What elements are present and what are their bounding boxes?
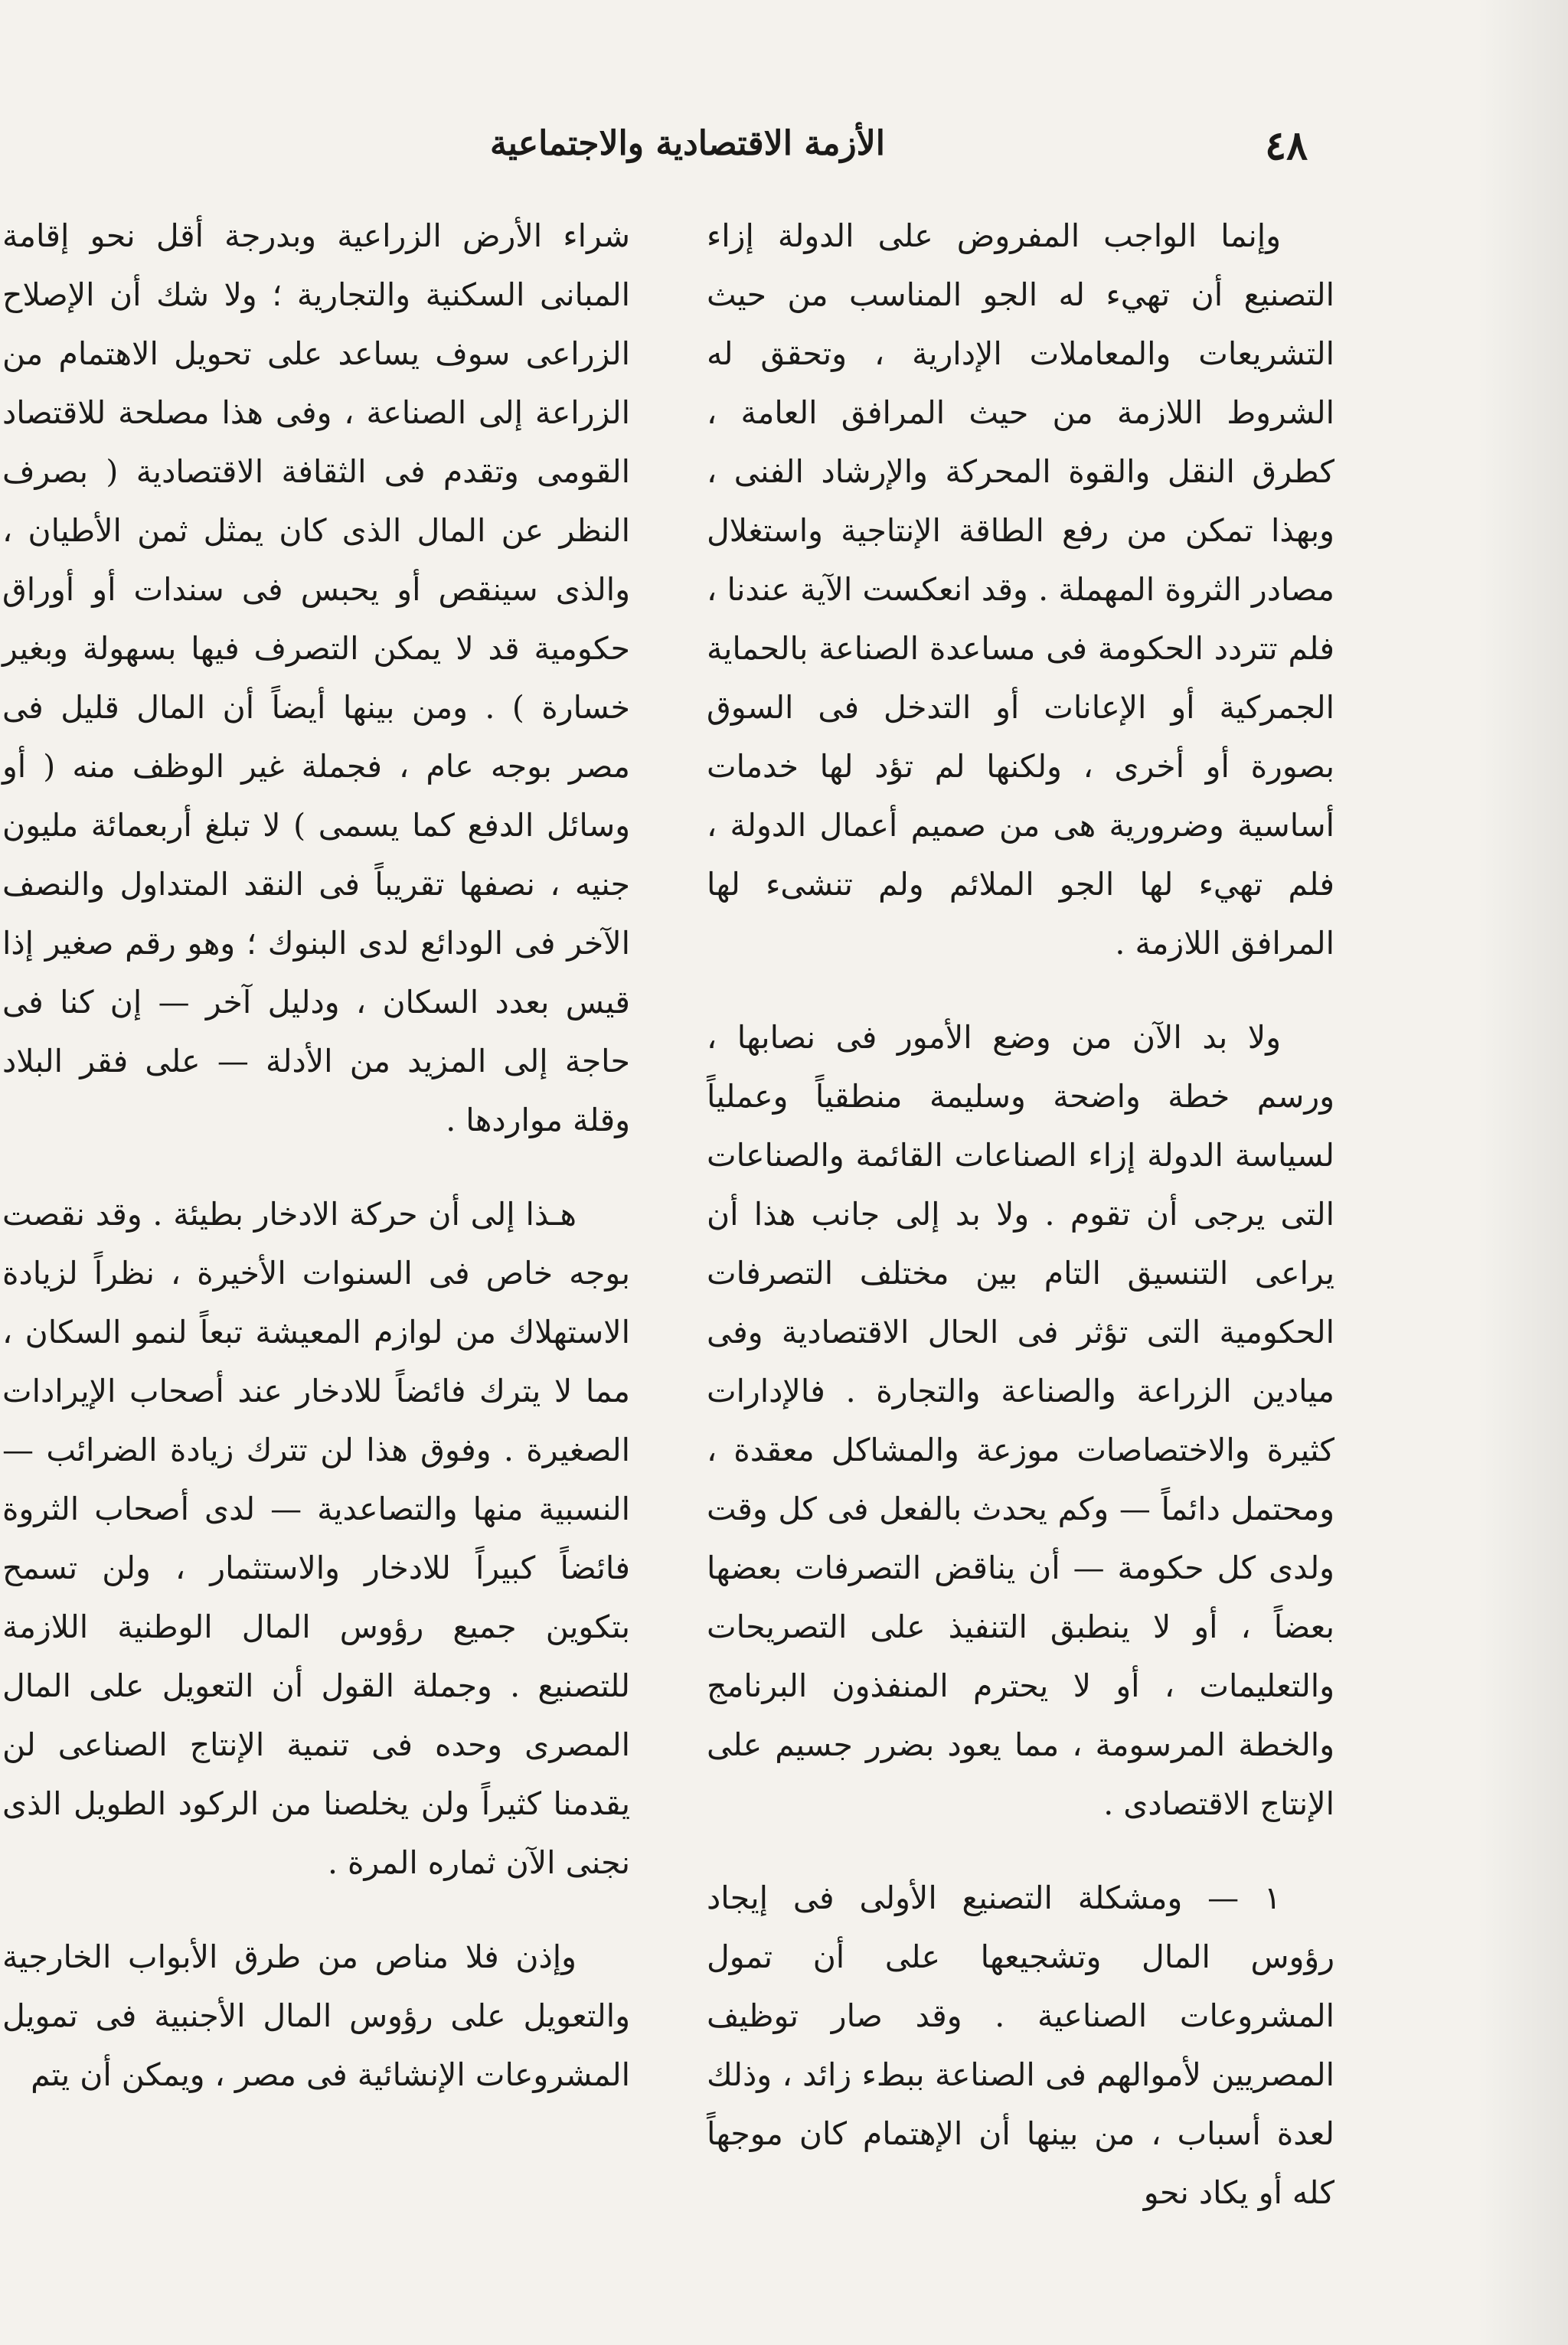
right-column [707,207,1334,2258]
left-column [2,207,630,2140]
page-number: ٤٨ [1265,122,1308,169]
page-edge-shadow [1476,0,1568,2345]
paragraph: هـذا إلى أن حركة الادخار بطيئة . وقد نقصت بوجه خاص فى السنوات الأخيرة ، نظراً لزيادة الاستهلاك من لوازم المعيشة تبعاً لنمو السكان ، مما لا يترك فائضاً للادخار عند أصحاب الإيرادات الصغيرة . وفوق هذا لن تترك زيادة الضرائب — النسبية منها والتصاعدية — لدى أصحاب الثروة فائضاً كبيراً للادخار والاستثمار ، ولن تسمح بتكوين جميع رؤوس المال الوطنية اللازمة للتصنيع . وجملة القول أن التعويل على المال المصرى وحده فى تنمية الإنتاج الصناعى لن يقدمنا كثيراً ولن يخلصنا من الركود الطويل الذى نجنى الآن ثماره المرة . [2,1196,630,1881]
paragraph: ولا بد الآن من وضع الأمور فى نصابها ، ورسم خطة واضحة وسليمة منطقياً وعملياً لسياسة الدولة إزاء الصناعات القائمة والصناعات التى يرجى أن تقوم . ولا بد إلى جانب هذا أن يراعى التنسيق التام بين مختلف التصرفات الحكومية التى تؤثر فى الحال الاقتصادية وفى ميادين الزراعة والصناعة والتجارة . فالإدارات كثيرة والاختصاصات موزعة والمشاكل معقدة ، ومحتمل دائماً — وكم يحدث بالفعل فى كل وقت ولدى كل حكومة — أن يناقض التصرفات بعضها بعضاً ، أو لا ينطبق التنفيذ على التصريحات والتعليمات ، أو لا يحترم المنفذون البرنامج والخطة المرسومة ، مما يعود بضرر جسيم على الإنتاج الاقتصادى . [707,1019,1334,1822]
paragraph: وإنما الواجب المفروض على الدولة إزاء التصنيع أن تهيء له الجو المناسب من حيث التشريعات والمعاملات الإدارية ، وتحقق له الشروط اللازمة من حيث المرافق العامة ، كطرق النقل والقوة المحركة والإرشاد الفنى ، وبهذا تمكن من رفع الطاقة الإنتاجية واستغلال مصادر الثروة المهملة . وقد انعكست الآية عندنا ، فلم تتردد الحكومة فى مساعدة الصناعة بالحماية الجمركية أو الإعانات أو التدخل فى السوق بصورة أو أخرى ، ولكنها لم تؤد لها خدمات أساسية وضرورية هى من صميم أعمال الدولة ، فلم تهيء لها الجو الملائم ولم تنشىء لها المرافق اللازمة . [707,217,1334,962]
paragraph-continuation: شراء الأرض الزراعية وبدرجة أقل نحو إقامة المبانى السكنية والتجارية ؛ ولا شك أن الإصلاح الزراعى سوف يساعد على تحويل الاهتمام من الزراعة إلى الصناعة ، وفى هذا مصلحة للاقتصاد القومى وتقدم فى الثقافة الاقتصادية ( بصرف النظر عن المال الذى كان يمثل ثمن الأطيان ، والذى سينقص أو يحبس فى سندات أو أوراق حكومية قد لا يمكن التصرف فيها بسهولة وبغير خسارة ) . ومن بينها أيضاً أن المال قليل فى مصر بوجه عام ، فجملة غير الوظف منه ( أو وسائل الدفع كما يسمى ) لا تبلغ أربعمائة مليون جنيه ، نصفها تقريباً فى النقد المتداول والنصف الآخر فى الودائع لدى البنوك ؛ وهو رقم صغير إذا قيس بعدد السكان ، ودليل آخر — إن كنا فى حاجة إلى المزيد من الأدلة — على فقر البلاد وقلة مواردها . [2,217,630,1138]
paragraph: ١ — ومشكلة التصنيع الأولى فى إيجاد رؤوس المال وتشجيعها على أن تمول المشروعات الصناعية . وقد صار توظيف المصريين لأموالهم فى الصناعة ببطء زائد ، وذلك لعدة أسباب ، من بينها أن الإهتمام كان موجهاً كله أو يكاد نحو [707,1880,1334,2211]
paragraph: وإذن فلا مناص من طرق الأبواب الخارجية والتعويل على رؤوس المال الأجنبية فى تمويل المشروعات الإنشائية فى مصر ، ويمكن أن يتم [2,1938,630,2093]
running-title: الأزمة الاقتصادية والاجتماعية [490,124,885,163]
page-header [490,115,1308,184]
